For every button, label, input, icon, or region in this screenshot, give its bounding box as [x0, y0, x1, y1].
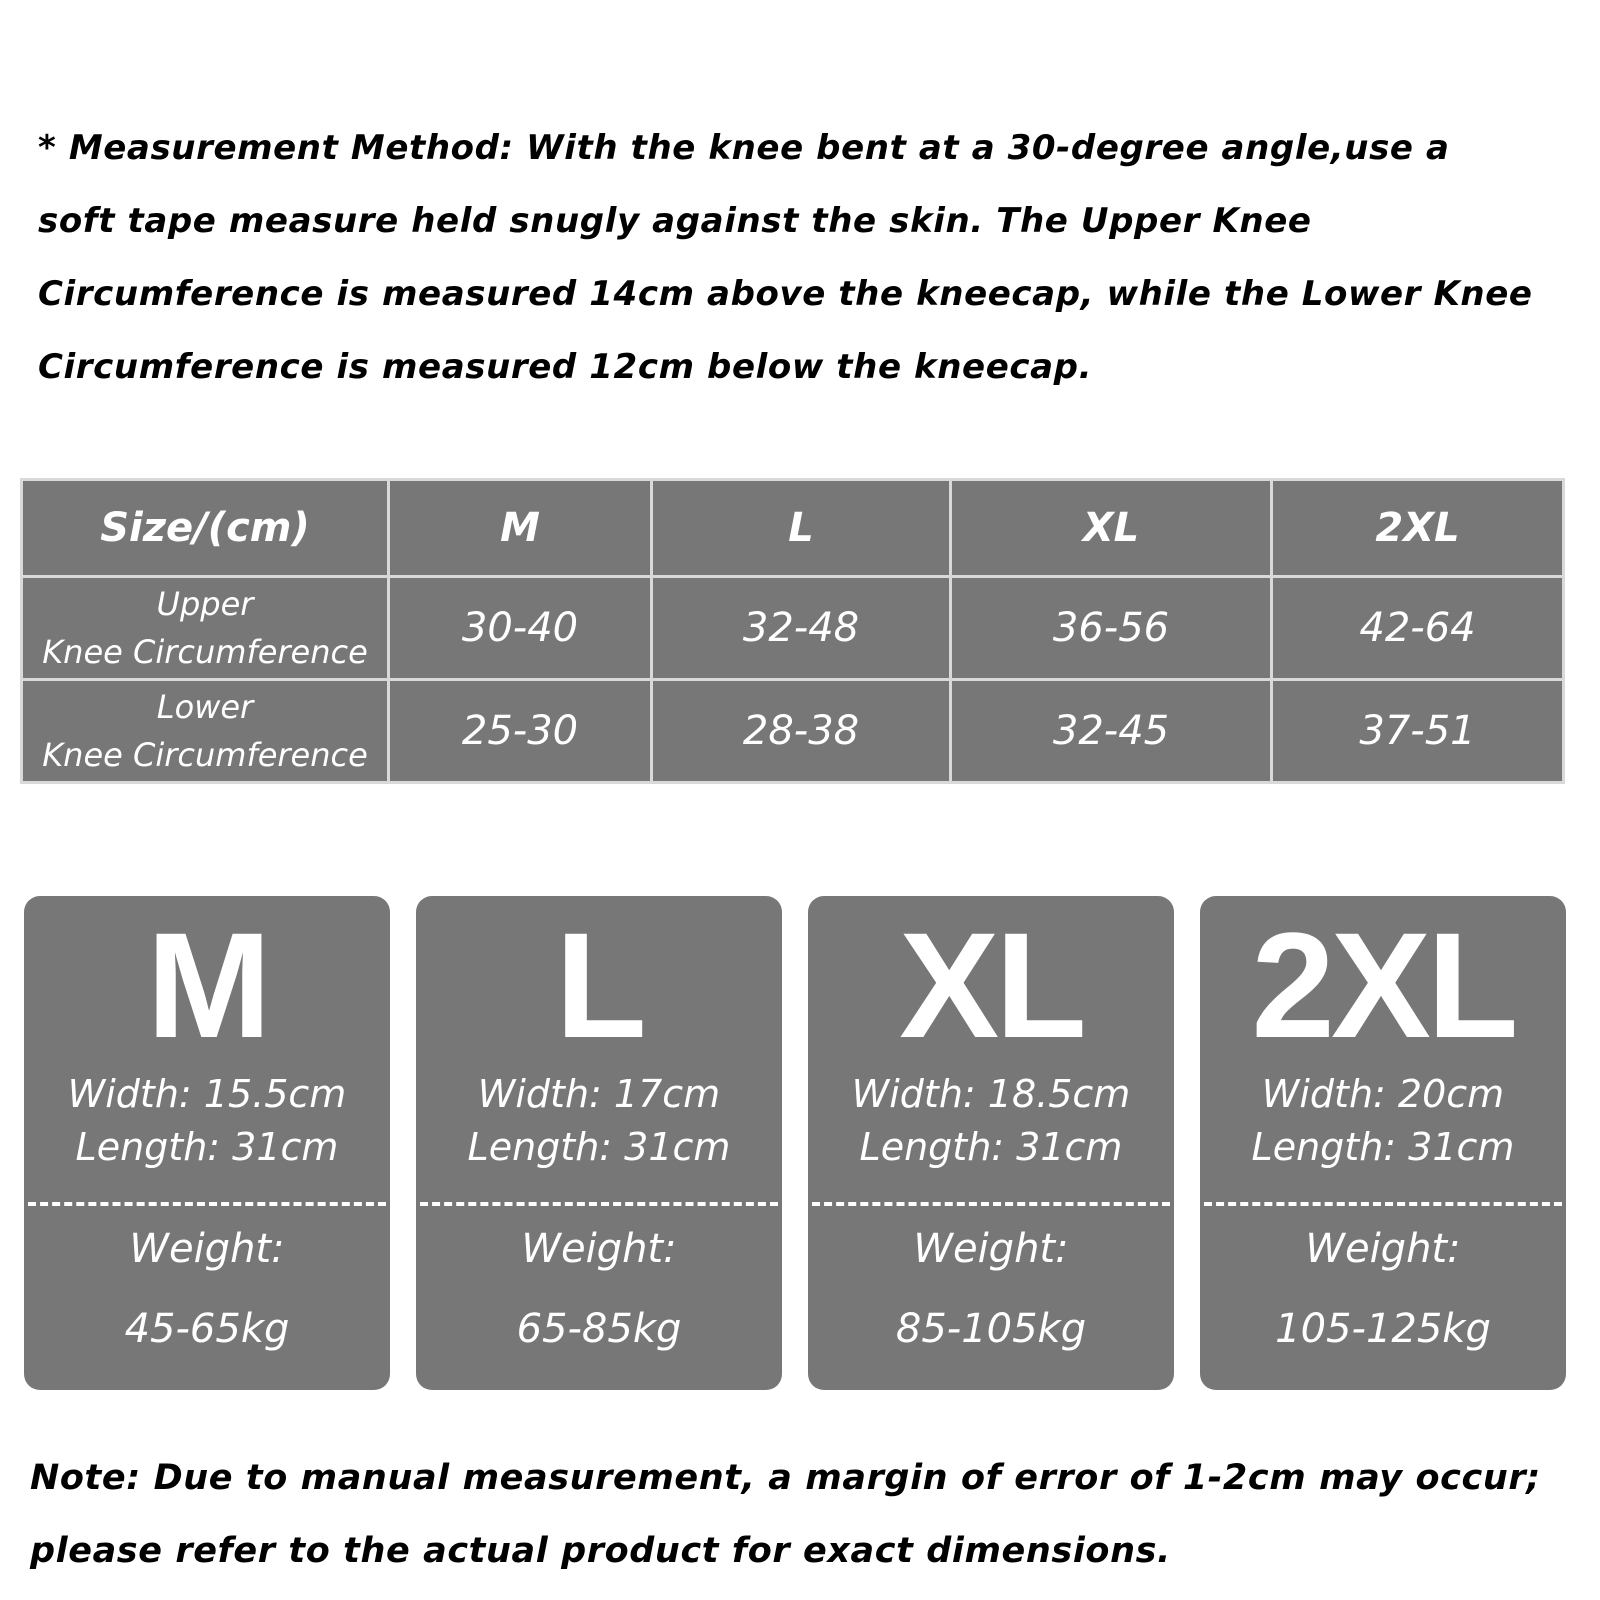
- row-label-upper-knee: [22, 577, 389, 680]
- dashed-divider: [812, 1202, 1170, 1206]
- card-length: Length: 31cm: [1251, 1125, 1515, 1169]
- header-size-label: Size/(cm): [22, 480, 389, 577]
- card-weight-value: 65-85kg: [516, 1306, 682, 1352]
- measurement-method-line-4: Circumference is measured 12cm below the kneecap.: [38, 347, 1093, 387]
- lower-knee-xl-value: 32-45: [951, 680, 1272, 783]
- card-length: Length: 31cm: [467, 1125, 731, 1169]
- lower-knee-m-value: 25-30: [389, 680, 652, 783]
- card-weight-label: Weight:: [1305, 1226, 1461, 1272]
- note-line-2: please refer to the actual product for exact dimensions.: [30, 1531, 1171, 1571]
- card-dimensions: [1200, 1068, 1566, 1174]
- card-size-label: M: [146, 901, 268, 1069]
- size-card-2xl: [1200, 896, 1566, 1390]
- card-width: Width: 15.5cm: [67, 1072, 347, 1116]
- card-weight-value: 85-105kg: [895, 1306, 1087, 1352]
- measurement-note: [30, 1442, 1590, 1588]
- card-size-label: XL: [899, 901, 1083, 1069]
- card-size-label: L: [555, 901, 643, 1069]
- row-label-lower-knee: [22, 680, 389, 783]
- size-cards: [24, 896, 1572, 1390]
- card-weight-label: Weight:: [913, 1226, 1069, 1272]
- lower-knee-2xl-value: 37-51: [1272, 680, 1564, 783]
- card-weight-label: Weight:: [129, 1226, 285, 1272]
- header-size-2xl: 2XL: [1272, 480, 1564, 577]
- card-dimensions: [24, 1068, 390, 1174]
- dashed-divider: [420, 1202, 778, 1206]
- card-dimensions: [416, 1068, 782, 1174]
- upper-knee-2xl-value: 42-64: [1272, 577, 1564, 680]
- table-header-row: [22, 480, 1564, 577]
- row-label-upper-line-2: Knee Circumference: [42, 633, 368, 671]
- card-width: Width: 20cm: [1261, 1072, 1505, 1116]
- dashed-divider: [28, 1202, 386, 1206]
- card-weight-label: Weight:: [521, 1226, 677, 1272]
- upper-knee-m-value: 30-40: [389, 577, 652, 680]
- note-line-1: Note: Due to manual measurement, a margin of error of 1-2cm may occur;: [30, 1458, 1541, 1498]
- measurement-method-line-1: * Measurement Method: With the knee bent at a 30-degree angle,use a: [38, 128, 1450, 168]
- header-size-xl: XL: [951, 480, 1272, 577]
- lower-knee-l-value: 28-38: [652, 680, 951, 783]
- table-row-lower-knee: [22, 680, 1564, 783]
- measurement-method-line-3: Circumference is measured 14cm above the kneecap, while the Lower Knee: [38, 274, 1533, 314]
- size-card-xl: [808, 896, 1174, 1390]
- upper-knee-l-value: 32-48: [652, 577, 951, 680]
- card-width: Width: 18.5cm: [851, 1072, 1131, 1116]
- size-card-l: [416, 896, 782, 1390]
- card-weight-value: 105-125kg: [1275, 1306, 1491, 1352]
- row-label-upper-line-1: Upper: [156, 585, 254, 623]
- card-weight-value: 45-65kg: [124, 1306, 290, 1352]
- upper-knee-xl-value: 36-56: [951, 577, 1272, 680]
- header-size-m: M: [389, 480, 652, 577]
- size-card-m: [24, 896, 390, 1390]
- card-length: Length: 31cm: [75, 1125, 339, 1169]
- row-label-lower-line-2: Knee Circumference: [42, 736, 368, 774]
- card-size-label: 2XL: [1251, 901, 1515, 1069]
- card-length: Length: 31cm: [859, 1125, 1123, 1169]
- dashed-divider: [1204, 1202, 1562, 1206]
- header-size-l: L: [652, 480, 951, 577]
- size-chart-table: [20, 478, 1565, 784]
- card-dimensions: [808, 1068, 1174, 1174]
- row-label-lower-line-1: Lower: [156, 688, 254, 726]
- table-row-upper-knee: [22, 577, 1564, 680]
- measurement-method-line-2: soft tape measure held snugly against the skin. The Upper Knee: [38, 201, 1312, 241]
- card-width: Width: 17cm: [477, 1072, 721, 1116]
- measurement-method-text: [38, 112, 1578, 404]
